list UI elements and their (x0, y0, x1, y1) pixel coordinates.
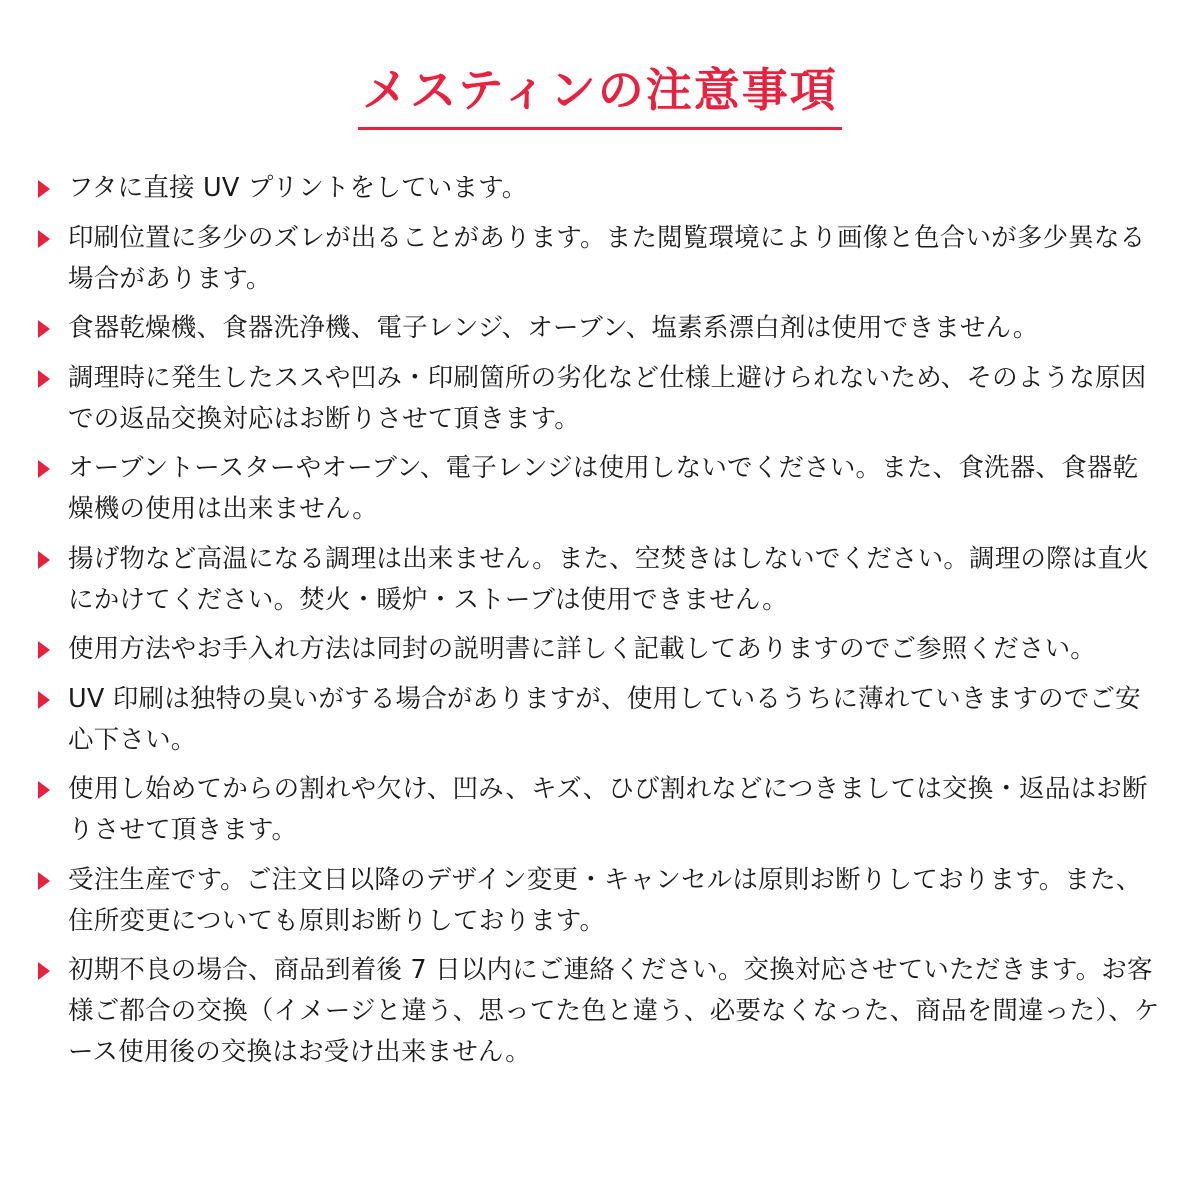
triangle-bullet-icon (38, 641, 50, 659)
note-item (38, 629, 1163, 670)
note-text: オーブントースターやオーブン、電子レンジは使用しないでください。また、食洗器、食器乾燥機の使用は出来ません。 (68, 453, 1139, 524)
triangle-bullet-icon (38, 551, 50, 569)
triangle-bullet-icon (38, 691, 50, 709)
triangle-bullet-icon (38, 962, 50, 980)
triangle-bullet-icon (38, 460, 50, 478)
note-item (38, 168, 1163, 209)
note-text: 受注生産です。ご注文日以降のデザイン変更・キャンセルは原則お断りしております。また、住所変更についても原則お断りしております。 (68, 864, 1142, 936)
note-text: 調理時に発生したススや凹み・印刷箇所の劣化など仕様上避けられないため、そのような原因での返品交換対応はお断りさせて頂きます。 (68, 362, 1147, 434)
note-item (38, 218, 1163, 300)
note-item (38, 358, 1163, 440)
page-title: メスティンの注意事項 (358, 64, 841, 130)
note-item (38, 860, 1163, 942)
note-text: 印刷位置に多少のズレが出ることがあります。また閲覧環境により画像と色合いが多少異なる場合があります。 (68, 222, 1146, 294)
triangle-bullet-icon (38, 781, 50, 799)
note-item (38, 448, 1163, 530)
notes-list (38, 168, 1163, 1082)
note-item (38, 679, 1163, 761)
note-item (38, 950, 1163, 1073)
note-text: 初期不良の場合、商品到着後 7 日以内にご連絡ください。交換対応させていただきます。お客様ご都合の交換（イメージと違う、思ってた色と違う、必要なくなった、商品を間違った）、ケース使用後の交換はお受け出来ません。 (68, 955, 1160, 1067)
note-item (38, 769, 1163, 851)
note-text: フタに直接 UV プリントをしています。 (68, 173, 528, 203)
note-text: 使用方法やお手入れ方法は同封の説明書に詳しく記載してありますのでご参照ください。 (68, 634, 1097, 664)
triangle-bullet-icon (38, 320, 50, 338)
triangle-bullet-icon (38, 872, 50, 890)
note-text: UV 印刷は独特の臭いがする場合がありますが、使用しているうちに薄れていきますのでご安心下さい。 (68, 683, 1141, 755)
note-text: 食器乾燥機、食器洗浄機、電子レンジ、オーブン、塩素系漂白剤は使用できません。 (68, 313, 1039, 343)
triangle-bullet-icon (38, 370, 50, 388)
triangle-bullet-icon (38, 180, 50, 198)
note-text: 揚げ物など高温になる調理は出来ません。また、空焚きはしないでください。調理の際は直火にかけてください。焚火・暖炉・ストーブは使用できません。 (68, 543, 1149, 615)
triangle-bullet-icon (38, 230, 50, 248)
title-area (0, 64, 1200, 130)
note-item (38, 539, 1163, 621)
note-text: 使用し始めてからの割れや欠け、凹み、キズ、ひび割れなどにつきましては交換・返品はお断りさせて頂きます。 (68, 774, 1148, 845)
note-item (38, 308, 1163, 349)
